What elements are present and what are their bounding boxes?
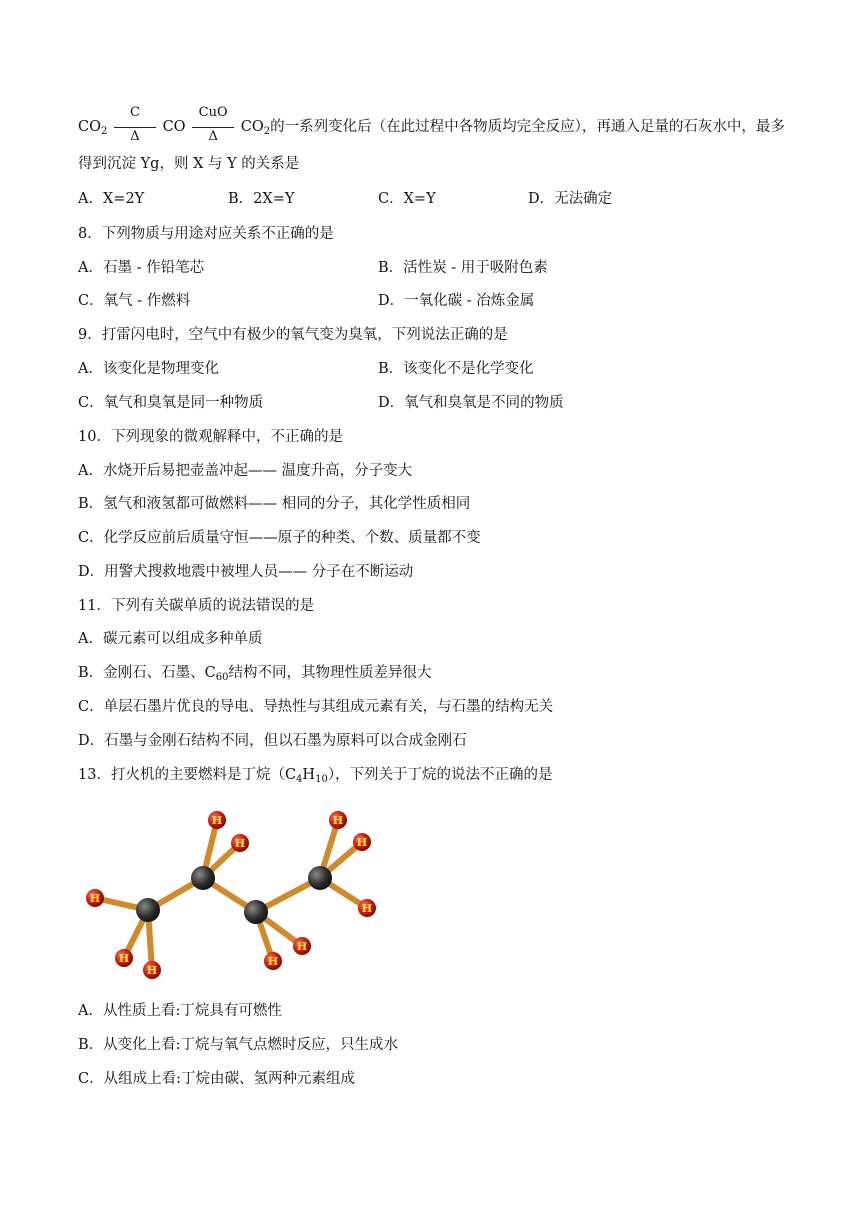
q8-option-a: A．石墨 - 作铅笔芯: [78, 260, 205, 276]
svg-text:H: H: [267, 955, 279, 968]
q11-option-a: A．碳元素可以组成多种单质: [78, 631, 263, 647]
q9-option-d: D．氧气和臭氧是不同的物质: [378, 395, 564, 411]
arrow-bar: [114, 127, 156, 128]
co2-formula: $CO_2$: [78, 119, 108, 137]
co2-formula: $CO_2$: [240, 119, 271, 137]
q9-option-b: B．该变化不是化学变化: [378, 361, 534, 377]
q13-option-c: C．从组成上看:丁烷由碳、氢两种元素组成: [78, 1071, 355, 1087]
q13-option-b: B．从变化上看:丁烷与氧气点燃时反应，只生成水: [78, 1037, 399, 1053]
q8-option-d: D．一氧化碳 - 冶炼金属: [378, 293, 535, 309]
hydrogen-atom: [353, 833, 371, 851]
svg-text:H: H: [332, 814, 344, 827]
hydrogen-atom: [86, 889, 104, 907]
hydrogen-atom: [143, 961, 161, 979]
svg-text:H: H: [296, 940, 308, 953]
q10-option-a: A．水烧开后易把壶盖冲起—— 温度升高，分子变大: [78, 463, 413, 479]
arrow-top-label: CuO: [198, 105, 228, 120]
q13-option-a: A．从性质上看:丁烷具有可燃性: [78, 1003, 282, 1019]
q11-stem: 11．下列有关碳单质的说法错误的是: [78, 598, 314, 614]
svg-text:H: H: [146, 964, 158, 977]
hydrogen-atom: [264, 952, 282, 970]
arrow-bottom-label: Δ: [208, 129, 218, 144]
hydrogen-atom: [358, 899, 376, 917]
butane-molecule-model: [76, 800, 396, 990]
reaction-arrow-carbon: [112, 105, 158, 144]
hydrogen-atom: [115, 949, 133, 967]
q8-option-b: B．活性炭 - 用于吸附色素: [378, 260, 548, 276]
q10-option-d: D．用警犬搜救地震中被埋人员—— 分子在不断运动: [78, 564, 414, 580]
q10-stem: 10．下列现象的微观解释中，不正确的是: [78, 429, 343, 445]
co-formula: CO: [162, 119, 186, 135]
svg-text:H: H: [118, 952, 130, 965]
q7-option-d: D．无法确定: [528, 191, 613, 207]
q7-line2: 得到沉淀 Yg，则 X 与 Y 的关系是: [78, 156, 300, 172]
q7-option-a: A．X=2Y: [78, 191, 145, 207]
q7-text-rest: 的一系列变化后（在此过程中各物质均完全反应），再通入足量的石灰水中，最多: [270, 119, 785, 135]
q11-option-c: C．单层石墨片优良的导电、导热性与其组成元素有关，与石墨的结构无关: [78, 699, 554, 715]
arrow-bottom-label: Δ: [130, 129, 140, 144]
svg-text:H: H: [211, 814, 223, 827]
carbon-atom: [308, 866, 332, 890]
q9-option-a: A．该变化是物理变化: [78, 361, 219, 377]
carbon-atom: [136, 898, 160, 922]
q7-option-c: C．X=Y: [378, 191, 436, 207]
hydrogen-atom: [231, 834, 249, 852]
q9-option-c: C．氧气和臭氧是同一种物质: [78, 395, 264, 411]
hydrogen-atom: [293, 937, 311, 955]
q11-option-b: B．金刚石、石墨、$C_{60}$结构不同，其物理性质差异很大: [78, 665, 432, 683]
q7-equation-line: [78, 105, 785, 144]
q7-option-b: B．2X=Y: [228, 191, 295, 207]
q9-stem: 9．打雷闪电时，空气中有极少的氧气变为臭氧，下列说法正确的是: [78, 327, 508, 343]
q11-option-d: D．石墨与金刚石结构不同，但以石墨为原料可以合成金刚石: [78, 733, 467, 749]
q10-option-b: B．氢气和液氢都可做燃料—— 相同的分子，其化学性质相同: [78, 496, 471, 512]
hydrogen-atom: [329, 811, 347, 829]
q10-option-c: C．化学反应前后质量守恒——原子的种类、个数、质量都不变: [78, 530, 481, 546]
svg-text:H: H: [361, 902, 373, 915]
svg-text:H: H: [89, 892, 101, 905]
reaction-arrow-cuo: [190, 105, 236, 144]
q8-option-c: C．氧气 - 作燃料: [78, 293, 191, 309]
carbon-atom: [244, 900, 268, 924]
svg-text:H: H: [356, 836, 368, 849]
svg-text:H: H: [234, 837, 246, 850]
carbon-atom: [191, 866, 215, 890]
q13-stem: 13．打火机的主要燃料是丁烷$(C_4H_{10})$，下列关于丁烷的说法不正确的是: [78, 767, 553, 785]
q8-stem: 8．下列物质与用途对应关系不正确的是: [78, 226, 334, 242]
hydrogen-atom: [208, 811, 226, 829]
arrow-top-label: C: [129, 105, 140, 120]
arrow-bar: [192, 127, 234, 128]
